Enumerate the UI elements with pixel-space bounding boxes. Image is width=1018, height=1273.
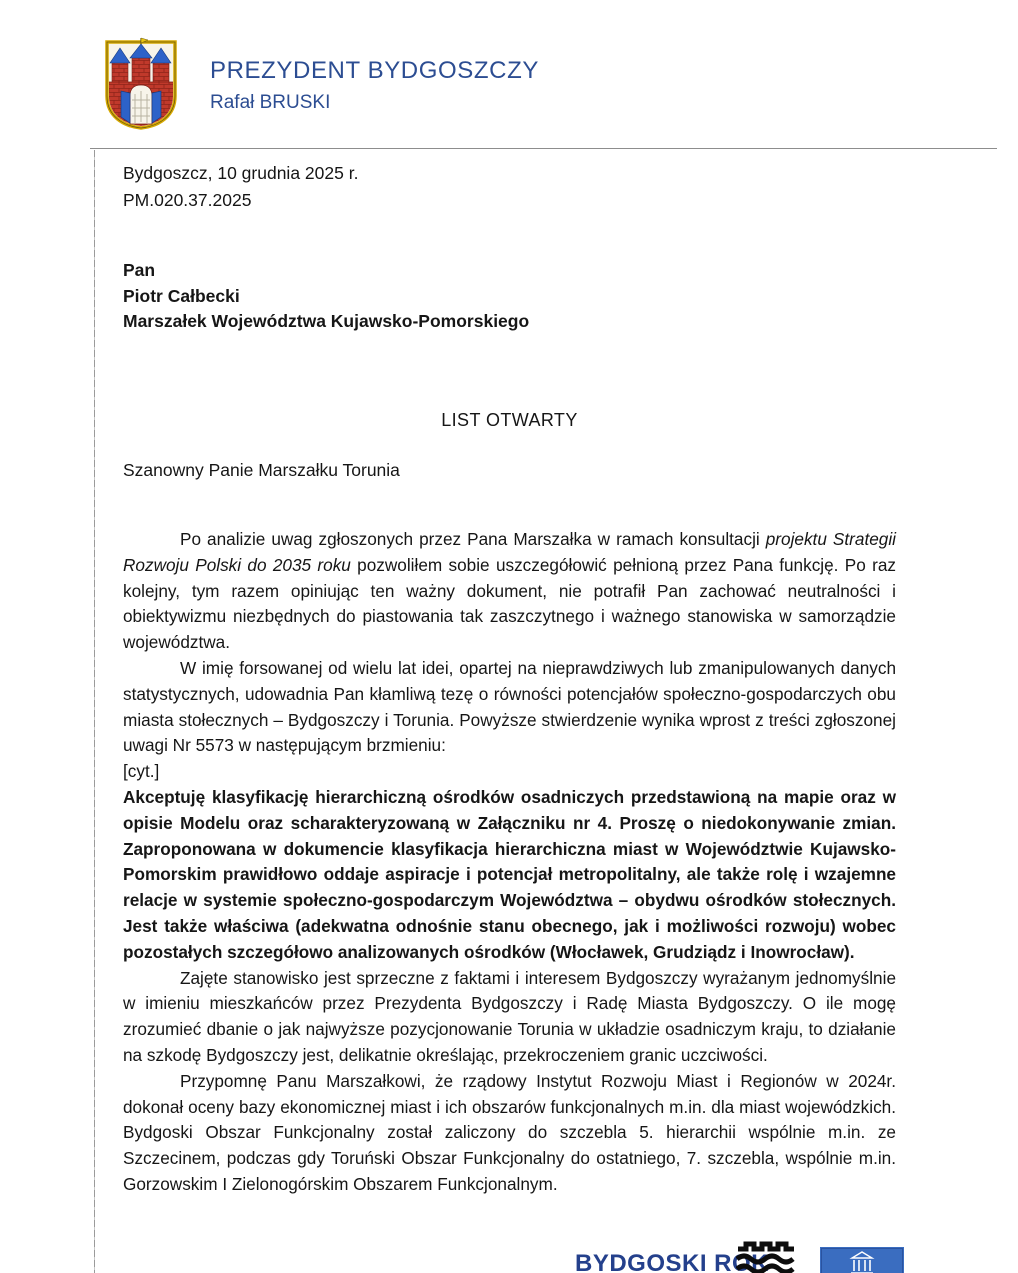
castle-waves-icon xyxy=(736,1241,798,1273)
unesco-emblem-icon xyxy=(820,1247,904,1273)
paragraph xyxy=(123,527,896,656)
text-segment: Po analizie uwag zgłoszonych przez Pana Marszałka w ramach konsultacji xyxy=(180,529,766,549)
paragraph xyxy=(123,1069,896,1198)
recipient-name: Piotr Całbecki xyxy=(123,285,240,306)
date-reference-block xyxy=(123,160,358,214)
text-segment: Zajęte stanowisko jest sprzeczne z faktami i interesem Bydgoszczy wyrażanym jednomyślnie w imieniu mieszkańców przez Prezydenta Bydgoszczy i Radę Miasta Bydgoszczy. O ile mogę zrozumieć dbanie o jak najwyższe pozycjonowanie Torunia w układzie osadniczym kraju, to działanie na szkodę Bydgoszczy jest, delikatnie określając, przekroczeniem granic uczciwości. xyxy=(123,967,896,1065)
reference-number: PM.020.37.2025 xyxy=(123,190,252,210)
bydgoszcz-coat-of-arms-icon xyxy=(99,36,183,132)
letterhead-person-name: Rafał BRUSKI xyxy=(210,92,331,113)
text-segment: Akceptuję klasyfikację hierarchiczną ośrodków osadniczych przedstawioną na mapie oraz w opisie Modelu oraz scharakteryzowaną w Załączniku nr 4. Proszę o niedokonywanie zmian. Zaproponowana w dokumencie klasyfikacja hierarchiczna miast w Województwie Kujawsko-Pomorskim prawidłowo oddaje aspiracje i potencjał metropolitalny, ale także rolę i wzajemne relacje w systemie społeczno-gospodarczym Województwa – obydwu ośrodków stołecznych. Jest także właściwa (adekwatna odnośnie stanu obecnego, jak i możliwości rozwoju) wobec pozostałych szczegółowo analizowanych ośrodków (Włocławek, Grudziądz i Inowrocław). xyxy=(123,786,896,962)
letter-greeting: Szanowny Panie Marszałku Torunia xyxy=(123,460,400,480)
letter-heading: LIST OTWARTY xyxy=(441,410,578,430)
text-segment: W imię forsowanej od wielu lat idei, opartej na nieprawdziwych lub zmanipulowanych danych statystycznych, udowadnia Pan kłamliwą tezę o równości potencjałów społeczno-gospodarczych obu miasta stołecznych – Bydgoszczy i Torunia. Powyższe stwierdzenie wynika wprost z treści zgłoszonej uwagi Nr 5573 w następującym brzmieniu: xyxy=(123,657,896,756)
paragraph xyxy=(123,759,896,785)
paragraph xyxy=(123,785,896,966)
recipient-title: Marszałek Województwa Kujawsko-Pomorskiego xyxy=(123,311,530,331)
text-segment: [cyt.] xyxy=(123,761,160,782)
recipient-block xyxy=(123,258,529,335)
paragraph xyxy=(123,656,896,759)
recipient-salutation: Pan xyxy=(123,260,156,280)
letter-body xyxy=(123,527,896,1198)
text-segment: pozwoliłem sobie uszczegółowić pełnioną przez Pana funkcję. Po raz kolejny, tym razem opiniując ten ważny dokument, nie potrafił Pan zachować neutralności i obiektywizmu niezbędnych do piastowania tak zaszczytnego i ważnego stanowiska w samorządzie województwa. xyxy=(123,554,896,653)
italic-text-segment: projektu Strategii Rozwoju Polski do 2035 roku xyxy=(123,529,896,575)
left-margin-line xyxy=(94,150,95,1273)
letterhead-office-title: PREZYDENT BYDGOSZCZY xyxy=(210,57,539,84)
place-date: Bydgoszcz, 10 grudnia 2025 r. xyxy=(123,163,359,183)
footer-partner-text: BYDGOSKI ROK xyxy=(575,1250,770,1273)
letterhead xyxy=(210,57,539,114)
letterhead-divider xyxy=(90,148,997,149)
paragraph xyxy=(123,966,896,1069)
text-segment: Przypomnę Panu Marszałkowi, że rządowy Instytut Rozwoju Miast i Regionów w 2024r. dokonał oceny bazy ekonomicznej miast i ich obszarów funkcjonalnych m.in. dla miast wojewódzkich. Bydgoski Obszar Funkcjonalny został zaliczony do szczebla 5. hierarchii wspólnie m.in. ze Szczecinem, podczas gdy Toruński Obszar Funkcjonalny do ostatniego, 7. szczebla, wspólnie m.in. Gorzowskim I Zielonogórskim Obszarem Funkcjonalnym. xyxy=(123,1070,896,1194)
